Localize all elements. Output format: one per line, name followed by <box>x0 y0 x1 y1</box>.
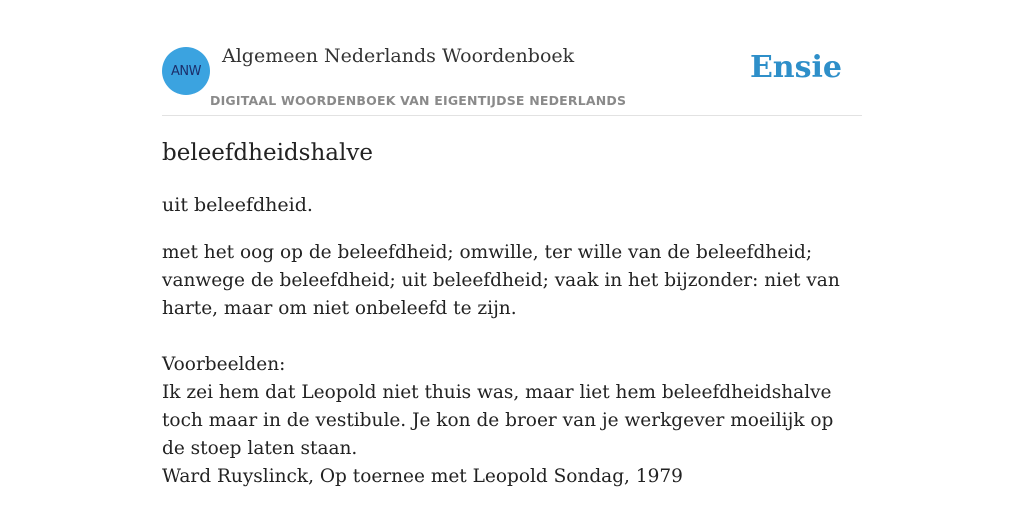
definition-text: met het oog op de beleefdheid; omwille, ter wille van de beleefdheid; vanwege de beleefdheid; uit beleefdheid; vaak in het bijzonder: niet van harte, maar om niet onbeleefd te zijn. <box>162 242 840 319</box>
short-definition: uit beleefdheid. <box>162 194 313 216</box>
site-subtitle: DIGITAAL WOORDENBOEK VAN EIGENTIJDSE NEDERLANDS <box>210 93 627 108</box>
example-source: Ward Ruyslinck, Op toernee met Leopold Sondag, 1979 <box>162 466 683 487</box>
header-divider <box>162 115 862 116</box>
examples-label: Voorbeelden: <box>162 354 286 375</box>
ensie-brand-logo[interactable]: Ensie <box>749 50 842 85</box>
entry-content <box>162 239 862 491</box>
logo-text: ANW <box>171 63 201 79</box>
site-title[interactable]: Algemeen Nederlands Woordenboek <box>222 45 575 67</box>
entry-headword: beleefdheidshalve <box>162 140 373 166</box>
spacer <box>162 323 862 351</box>
anw-logo[interactable] <box>162 47 210 95</box>
example-text: Ik zei hem dat Leopold niet thuis was, maar liet hem beleefdheidshalve toch maar in de vestibule. Je kon de broer van je werkgever moeilijk op de stoep laten staan. <box>162 382 834 459</box>
page-container <box>162 0 862 512</box>
